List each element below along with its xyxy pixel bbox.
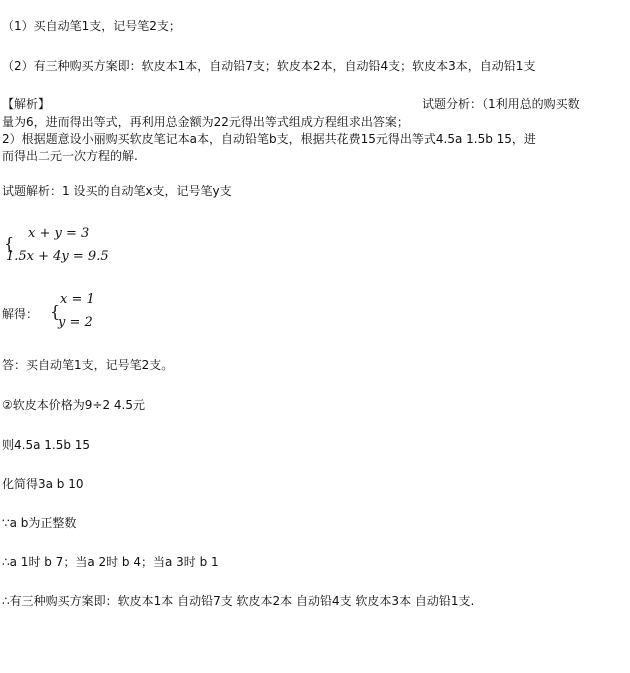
- equation-2: 1.5x + 4y = 9.5: [6, 249, 109, 264]
- analysis-heading: 【解析】: [2, 97, 51, 111]
- analysis-line-2: 量为6，进而得出等式，再利用总金额为22元得出等式组成方程组求出答案；: [2, 115, 409, 129]
- answer-statement: 答：买自动笔1支，记号笔2支。: [2, 358, 174, 372]
- solution-intro: 试题解析：1 设买的自动笔x支，记号笔y支: [2, 184, 232, 198]
- system-brace: {: [4, 234, 15, 253]
- conclusion-line: ∴有三种购买方案即：软皮本1本 自动铅7支 软皮本2本 自动铅4支 软皮本3本 自动铅1支.: [2, 594, 475, 608]
- answer-part-1: （1）买自动笔1支，记号笔2支；: [2, 19, 181, 33]
- integer-note: ∵a b为正整数: [2, 516, 77, 530]
- solution-brace: {: [50, 302, 61, 321]
- analysis-line-4: 而得出二元一次方程的解.: [2, 149, 138, 163]
- analysis-label: [422, 96, 580, 112]
- equation-ab: 则4.5a 1.5b 15: [2, 438, 91, 452]
- solve-label: 解得：: [2, 307, 39, 321]
- analysis-line1-right: 利用总的购买数: [495, 97, 580, 111]
- analysis-label-text: 试题分析：（1: [422, 97, 496, 111]
- cases-line: ∴a 1时 b 7；当a 2时 b 4；当a 3时 b 1: [2, 555, 219, 569]
- equation-1: x + y = 3: [28, 226, 90, 241]
- analysis-line-3: 2）根据题意设小丽购买软皮笔记本a本，自动铅笔b支，根据共花费15元得出等式4.5a 1.5b 15，进: [2, 132, 536, 146]
- simplified-equation: 化简得3a b 10: [2, 477, 84, 491]
- price-line: ②软皮本价格为9÷2 4.5元: [2, 398, 145, 412]
- answer-part-2: （2）有三种购买方案即：软皮本1本，自动铅7支；软皮本2本，自动铅4支；软皮本3本，自动铅1支: [2, 59, 536, 73]
- solution-x: x = 1: [60, 292, 95, 307]
- solution-y: y = 2: [58, 315, 93, 330]
